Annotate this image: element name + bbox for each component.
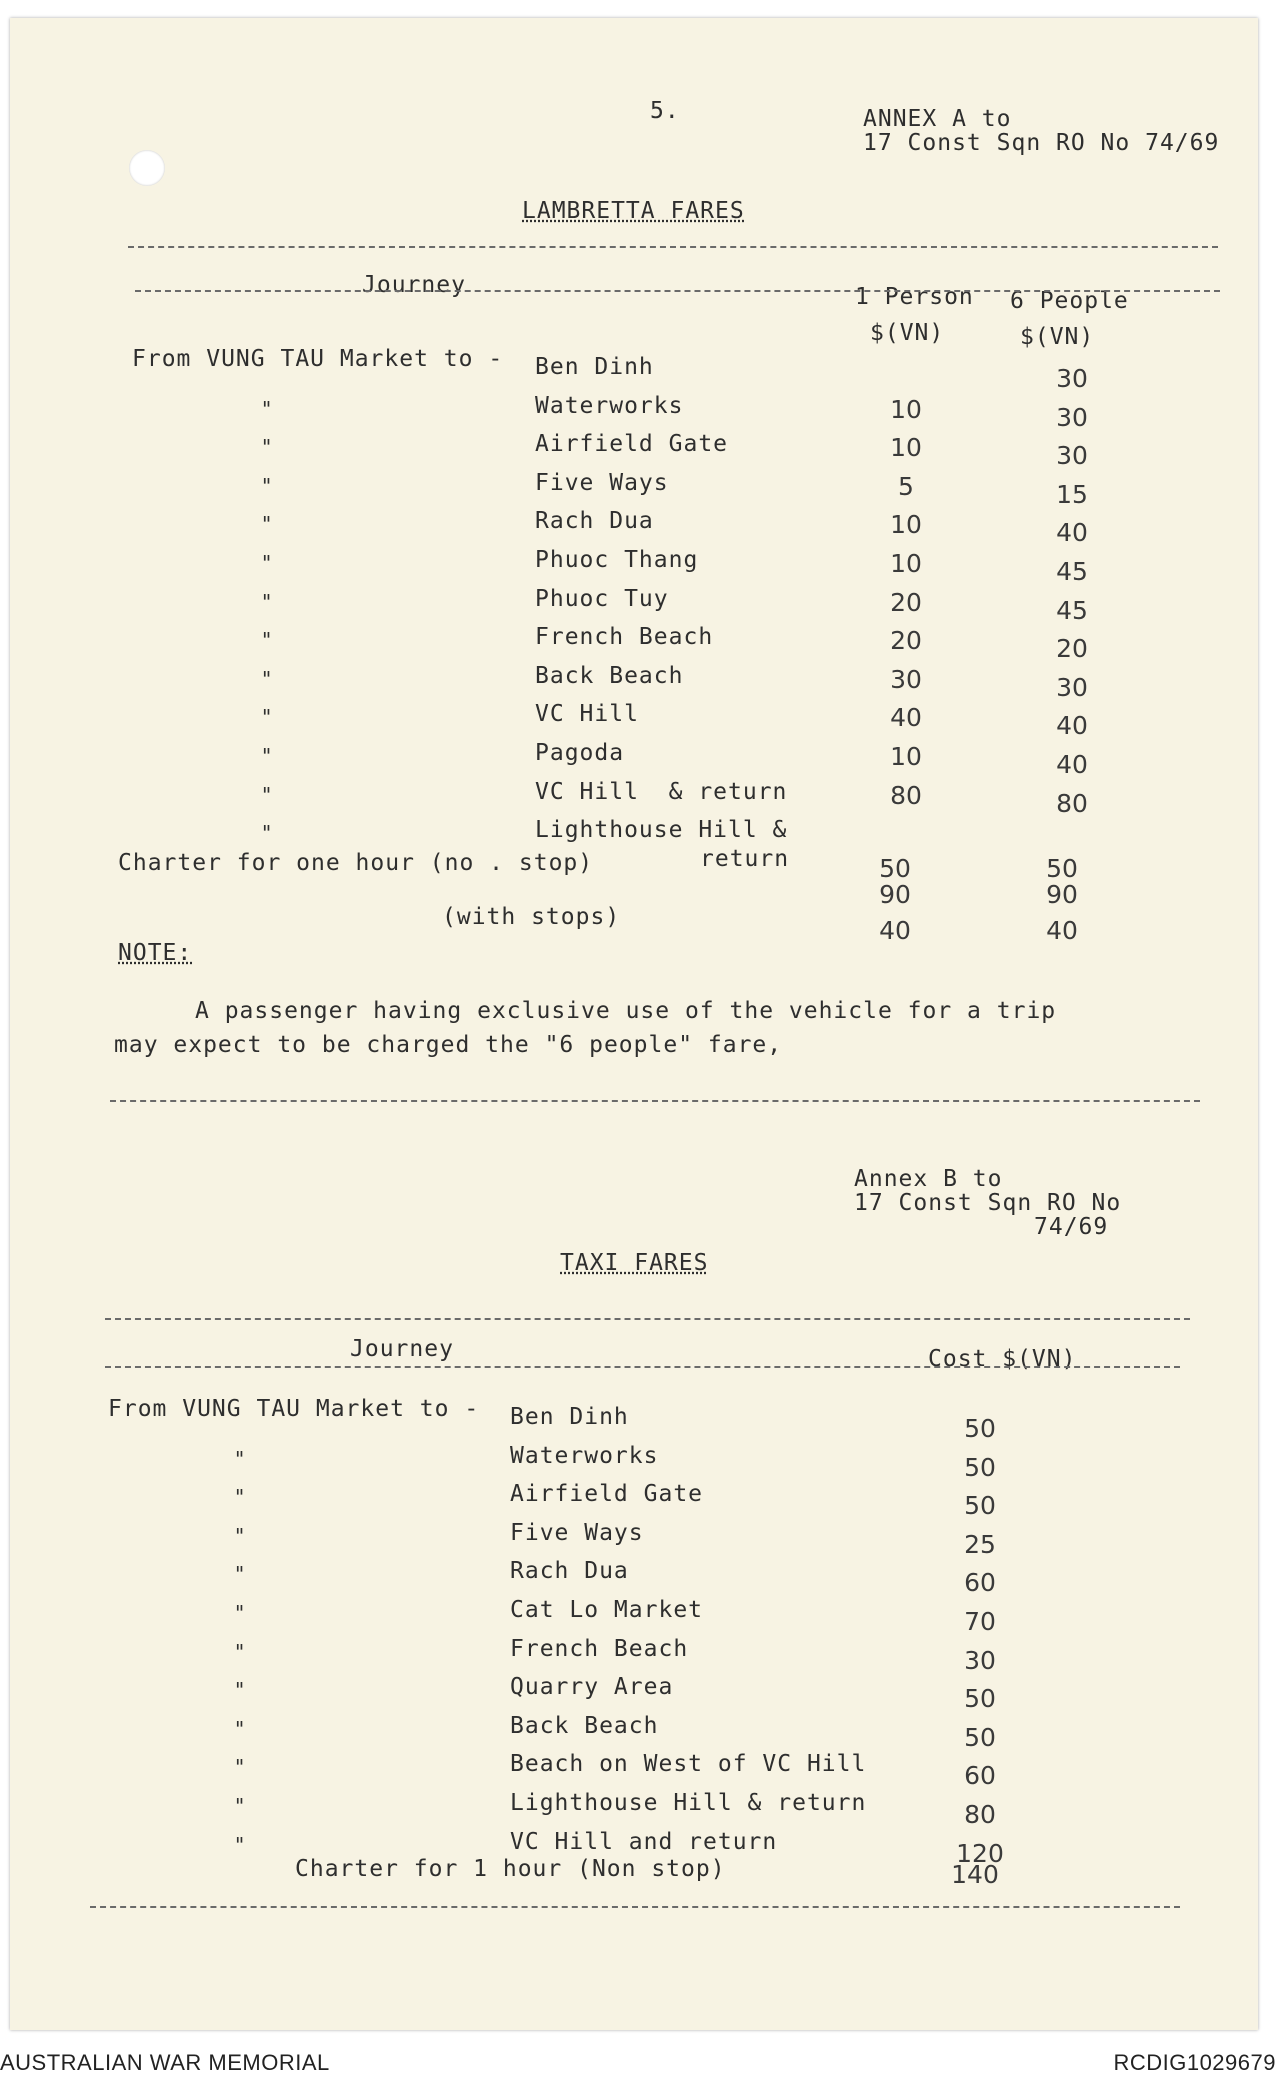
lambretta-destination: Back Beach bbox=[535, 663, 684, 689]
taxi-fare-cost: 70 bbox=[964, 1607, 996, 1636]
taxi-destination: Cat Lo Market bbox=[510, 1597, 704, 1623]
ditto-mark: " bbox=[235, 1678, 245, 1702]
lambretta-fare-one-person: 10 bbox=[890, 433, 922, 462]
lambretta-destination: Airfield Gate bbox=[535, 431, 729, 457]
annex-a-line2: 17 Const Sqn RO No 74/69 bbox=[863, 130, 1220, 156]
lambretta-fare-one-person: 10 bbox=[890, 742, 922, 771]
ditto-mark: " bbox=[262, 783, 272, 807]
ditto-mark: " bbox=[262, 397, 272, 421]
taxi-charter-label: Charter for 1 hour (Non stop) bbox=[295, 1856, 726, 1882]
ditto-mark: " bbox=[235, 1524, 245, 1548]
lambretta-destination: VC Hill & return bbox=[535, 779, 788, 805]
lambretta-unit-one: $(VN) bbox=[870, 320, 945, 346]
lambretta-destination: Phuoc Tuy bbox=[535, 586, 669, 612]
lambretta-fare-six-people: 20 bbox=[1056, 634, 1088, 663]
lambretta-fare-six-people: 40 bbox=[1056, 750, 1088, 779]
taxi-destination: Ben Dinh bbox=[510, 1404, 629, 1430]
ditto-mark: " bbox=[235, 1640, 245, 1664]
lambretta-stops-six: 40 bbox=[1046, 916, 1078, 945]
ditto-mark: " bbox=[262, 512, 272, 536]
lambretta-with-stops: (with stops) bbox=[442, 904, 621, 930]
taxi-col-cost: Cost $(VN) bbox=[928, 1346, 1077, 1372]
annex-b-line2: 17 Const Sqn RO No bbox=[854, 1190, 1122, 1216]
ditto-mark: " bbox=[262, 821, 272, 845]
ditto-mark: " bbox=[262, 590, 272, 614]
lambretta-lighthouse-one: 50 bbox=[879, 854, 911, 883]
lambretta-charter-six: 90 bbox=[1046, 880, 1078, 909]
lambretta-destination: Phuoc Thang bbox=[535, 547, 699, 573]
ditto-mark: " bbox=[262, 551, 272, 575]
lambretta-fare-six-people: 30 bbox=[1056, 441, 1088, 470]
lambretta-fare-one-person: 20 bbox=[890, 588, 922, 617]
punch-hole bbox=[129, 150, 165, 186]
taxi-fare-cost: 30 bbox=[964, 1646, 996, 1675]
taxi-fare-cost: 50 bbox=[964, 1414, 996, 1443]
ditto-mark: " bbox=[262, 744, 272, 768]
taxi-destination: Beach on West of VC Hill bbox=[510, 1751, 867, 1777]
lambretta-lighthouse-six: 50 bbox=[1046, 854, 1078, 883]
lambretta-col-six-people: 6 People bbox=[1010, 288, 1129, 314]
taxi-destination: Rach Dua bbox=[510, 1558, 629, 1584]
lambretta-destination: Five Ways bbox=[535, 470, 669, 496]
lambretta-col-journey: Journey bbox=[362, 272, 466, 298]
lambretta-fare-six-people: 80 bbox=[1056, 789, 1088, 818]
taxi-fare-cost: 60 bbox=[964, 1568, 996, 1597]
lambretta-destination: Lighthouse Hill & bbox=[535, 817, 788, 843]
rule-taxi-header bbox=[105, 1366, 1180, 1368]
taxi-fare-cost: 80 bbox=[964, 1800, 996, 1829]
ditto-mark: " bbox=[262, 667, 272, 691]
rule-taxi-bottom bbox=[90, 1906, 1180, 1908]
rule-section-end bbox=[110, 1100, 1200, 1102]
taxi-destination: VC Hill and return bbox=[510, 1829, 778, 1855]
lambretta-destination: VC Hill bbox=[535, 701, 639, 727]
annex-b-line1: Annex B to bbox=[854, 1166, 1003, 1192]
lambretta-fare-one-person: 10 bbox=[890, 549, 922, 578]
taxi-fare-cost: 60 bbox=[964, 1761, 996, 1790]
lambretta-fare-six-people: 45 bbox=[1056, 596, 1088, 625]
ditto-mark: " bbox=[235, 1601, 245, 1625]
lambretta-fare-six-people: 15 bbox=[1056, 480, 1088, 509]
lambretta-fare-six-people: 30 bbox=[1056, 403, 1088, 432]
lambretta-charter-label: Charter for one hour (no . stop) bbox=[118, 850, 594, 876]
rule-top bbox=[128, 246, 1218, 248]
ditto-mark: " bbox=[235, 1717, 245, 1741]
taxi-title: TAXI FARES bbox=[560, 1250, 709, 1276]
lambretta-col-one-person: 1 Person bbox=[855, 284, 974, 310]
lambretta-fare-six-people: 40 bbox=[1056, 711, 1088, 740]
lambretta-fare-one-person: 80 bbox=[890, 781, 922, 810]
lambretta-destination: Waterworks bbox=[535, 393, 684, 419]
lambretta-fare-one-person: 10 bbox=[890, 510, 922, 539]
taxi-from-label: From VUNG TAU Market to - bbox=[108, 1396, 480, 1422]
lambretta-return-word: return bbox=[700, 846, 790, 872]
lambretta-title: LAMBRETTA FARES bbox=[522, 198, 745, 224]
rule-taxi-top bbox=[105, 1318, 1190, 1320]
ditto-mark: " bbox=[235, 1794, 245, 1818]
page-number: 5. bbox=[650, 98, 680, 124]
lambretta-destination: Rach Dua bbox=[535, 508, 654, 534]
lambretta-from-label: From VUNG TAU Market to - bbox=[132, 346, 504, 372]
taxi-fare-cost: 50 bbox=[964, 1684, 996, 1713]
note-line-1: A passenger having exclusive use of the vehicle for a trip bbox=[195, 998, 1057, 1024]
note-line-2: may expect to be charged the "6 people" fare, bbox=[114, 1032, 783, 1058]
lambretta-fare-one-person: 5 bbox=[898, 472, 914, 501]
taxi-destination: Waterworks bbox=[510, 1443, 659, 1469]
ditto-mark: " bbox=[262, 474, 272, 498]
annex-a-line1: ANNEX A to bbox=[863, 106, 1012, 132]
footer-institution: AUSTRALIAN WAR MEMORIAL bbox=[0, 2050, 330, 2075]
taxi-fare-cost: 25 bbox=[964, 1530, 996, 1559]
lambretta-fare-one-person: 20 bbox=[890, 626, 922, 655]
lambretta-fare-one-person: 30 bbox=[890, 665, 922, 694]
annex-b-line3: 74/69 bbox=[1034, 1214, 1109, 1240]
taxi-fare-cost: 120 bbox=[956, 1839, 1004, 1868]
lambretta-fare-six-people: 30 bbox=[1056, 364, 1088, 393]
taxi-destination: Airfield Gate bbox=[510, 1481, 704, 1507]
taxi-col-journey: Journey bbox=[350, 1336, 454, 1362]
taxi-destination: Back Beach bbox=[510, 1713, 659, 1739]
ditto-mark: " bbox=[235, 1485, 245, 1509]
lambretta-destination: Pagoda bbox=[535, 740, 625, 766]
lambretta-fare-six-people: 30 bbox=[1056, 673, 1088, 702]
taxi-fare-cost: 50 bbox=[964, 1491, 996, 1520]
taxi-destination: Lighthouse Hill & return bbox=[510, 1790, 867, 1816]
lambretta-destination: French Beach bbox=[535, 624, 714, 650]
ditto-mark: " bbox=[262, 628, 272, 652]
ditto-mark: " bbox=[235, 1562, 245, 1586]
ditto-mark: " bbox=[235, 1833, 245, 1857]
ditto-mark: " bbox=[235, 1447, 245, 1471]
note-label: NOTE: bbox=[118, 940, 193, 966]
lambretta-destination: Ben Dinh bbox=[535, 354, 654, 380]
footer-id: RCDIG1029679 bbox=[1113, 2050, 1276, 2075]
ditto-mark: " bbox=[235, 1755, 245, 1779]
taxi-charter-cost: 140 bbox=[951, 1860, 999, 1889]
taxi-fare-cost: 50 bbox=[964, 1723, 996, 1752]
lambretta-fare-one-person: 10 bbox=[890, 395, 922, 424]
document-sheet bbox=[10, 18, 1258, 2030]
ditto-mark: " bbox=[262, 705, 272, 729]
lambretta-stops-one: 40 bbox=[879, 916, 911, 945]
ditto-mark: " bbox=[262, 435, 272, 459]
taxi-destination: French Beach bbox=[510, 1636, 689, 1662]
lambretta-fare-six-people: 40 bbox=[1056, 518, 1088, 547]
lambretta-fare-one-person: 40 bbox=[890, 703, 922, 732]
rule-header bbox=[135, 290, 1220, 292]
taxi-destination: Five Ways bbox=[510, 1520, 644, 1546]
lambretta-fare-six-people: 45 bbox=[1056, 557, 1088, 586]
taxi-fare-cost: 50 bbox=[964, 1453, 996, 1482]
lambretta-unit-six: $(VN) bbox=[1020, 324, 1095, 350]
taxi-destination: Quarry Area bbox=[510, 1674, 674, 1700]
lambretta-charter-one: 90 bbox=[879, 880, 911, 909]
